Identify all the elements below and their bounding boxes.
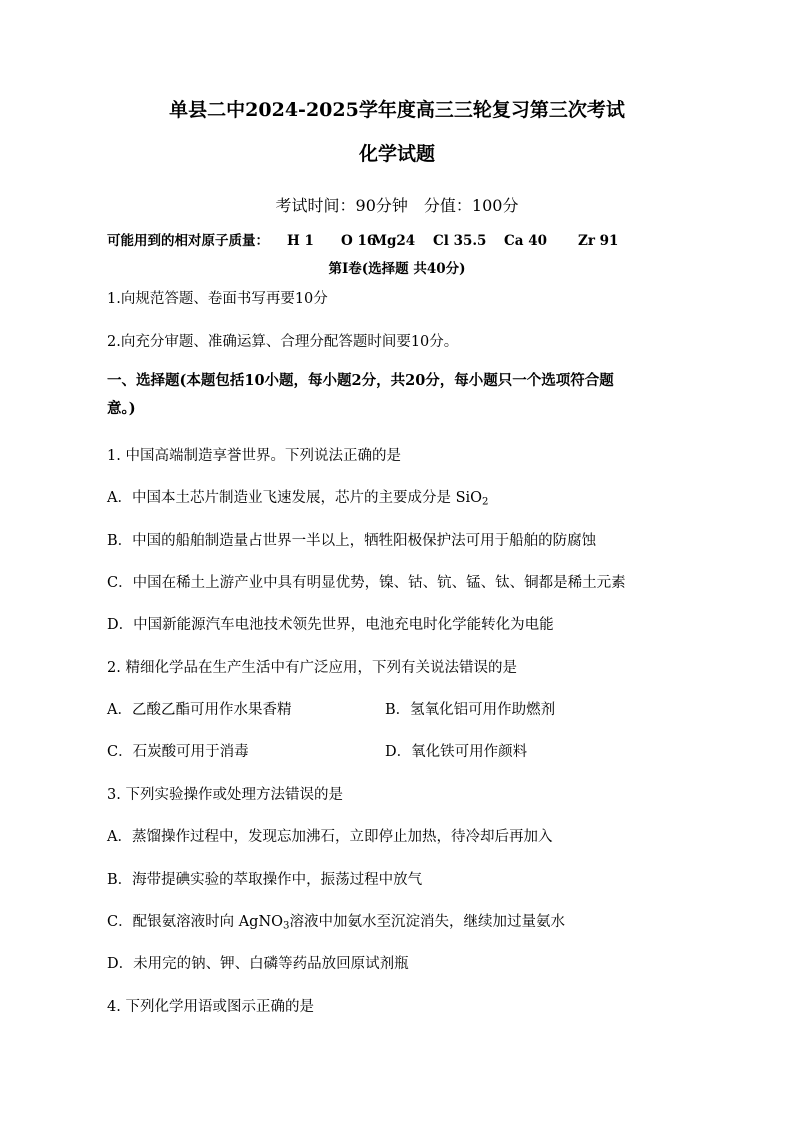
note-line: 1.向规范答题、卷面书写再要10分 [107, 291, 328, 307]
exam-title: 单县二中2024-2025学年度高三三轮复习第三次考试 [169, 99, 625, 121]
atomic-mass-item: Zr 91 [578, 233, 619, 249]
option-text: A．中国本土芯片制造业飞速发展，芯片的主要成分是 SiO [107, 490, 483, 506]
atomic-mass-item: O 16 [341, 233, 377, 249]
subscript: 2 [482, 496, 489, 508]
question-option: A．蒸馏操作过程中，发现忘加沸石，立即停止加热，待冷却后再加入 [107, 829, 553, 845]
option-text: C．配银氨溶液时向 AgNO [107, 914, 284, 930]
section-title: 第Ⅰ卷(选择题 共40分) [328, 261, 466, 277]
question-stem: 3. 下列实验操作或处理方法错误的是 [107, 787, 343, 803]
option-text: 溶液中加氨水至沉淀消失，继续加过量氨水 [289, 914, 565, 930]
part-heading: 一、选择题(本题包括10小题，每小题2分，共20分，每小题只一个选项符合题 [107, 372, 614, 389]
question-stem: 1. 中国高端制造享誉世界。下列说法正确的是 [107, 448, 401, 464]
question-option: B．海带提碘实验的萃取操作中，振荡过程中放气 [107, 872, 423, 888]
atomic-mass-item: H 1 [287, 233, 314, 249]
question-option: D．氧化铁可用作颜料 [385, 744, 528, 760]
part-heading-cont: 意。) [107, 400, 136, 417]
atomic-mass-item: Mg24 [372, 233, 416, 249]
question-option: B．氢氧化铝可用作助燃剂 [385, 702, 556, 718]
question-stem: 2. 精细化学品在生产生活中有广泛应用，下列有关说法错误的是 [107, 660, 517, 676]
question-stem: 4. 下列化学用语或图示正确的是 [107, 999, 314, 1015]
note-line: 2.向充分审题、准确运算、合理分配答题时间要10分。 [107, 334, 459, 350]
question-option: C．石炭酸可用于消毒 [107, 744, 249, 760]
atomic-mass-item: Ca 40 [504, 233, 547, 249]
question-option: B．中国的船舶制造量占世界一半以上，牺牲阳极保护法可用于船舶的防腐蚀 [107, 533, 597, 549]
question-option [107, 491, 489, 506]
atomic-mass-label: 可能用到的相对原子质量： [107, 233, 269, 249]
question-option [107, 915, 565, 930]
exam-info: 考试时间：90分钟 分值：100分 [275, 196, 519, 215]
question-option: C．中国在稀土上游产业中具有明显优势，镍、钴、钪、锰、钛、铜都是稀土元素 [107, 575, 626, 591]
subscript: 3 [283, 920, 290, 932]
question-option: A．乙酸乙酯可用作水果香精 [107, 702, 292, 718]
question-option: D．中国新能源汽车电池技术领先世界，电池充电时化学能转化为电能 [107, 617, 554, 633]
atomic-mass-item: Cl 35.5 [433, 233, 487, 249]
question-option: D．未用完的钠、钾、白磷等药品放回原试剂瓶 [107, 956, 409, 972]
exam-subject-title: 化学试题 [358, 143, 435, 165]
